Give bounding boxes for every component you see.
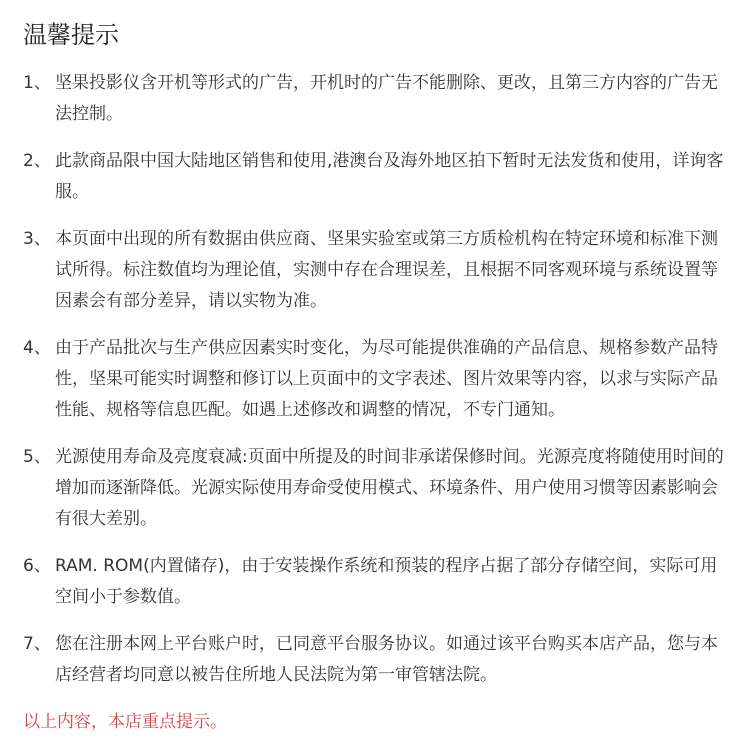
list-item (23, 224, 730, 317)
list-item-text: 坚果投影仪含开机等形式的广告，开机时的广告不能删除、更改，且第三方内容的广告无法控制。 (55, 73, 718, 124)
list-item-number: 3、 (23, 229, 51, 249)
list-item (23, 442, 730, 535)
list-item-text: 此款商品限中国大陆地区销售和使用,港澳台及海外地区拍下暂时无法发货和使用，详询客服。 (55, 151, 724, 202)
list-item (23, 333, 730, 426)
list-item (23, 146, 730, 208)
list-item-number: 7、 (23, 634, 51, 654)
list-item (23, 68, 730, 130)
list-item (23, 551, 730, 613)
notice-list (23, 68, 730, 691)
list-item-text: RAM. ROM(内置储存)，由于安装操作系统和预装的程序占据了部分存储空间，实际可用空间小于参数值。 (55, 556, 718, 607)
list-item-number: 2、 (23, 151, 51, 171)
page-title: 温馨提示 (23, 21, 119, 49)
list-item-number: 4、 (23, 338, 51, 358)
list-item-text: 光源使用寿命及亮度衰减:页面中所提及的时间非承诺保修时间。光源亮度将随使用时间的增加而逐渐降低。光源实际使用寿命受使用模式、环境条件、用户使用习惯等因素影响会有很大差别。 (55, 447, 724, 529)
list-item-number: 1、 (23, 73, 51, 93)
list-item-number: 6、 (23, 556, 51, 576)
emphasis-note: 以上内容，本店重点提示。 (23, 712, 227, 732)
list-item-text: 您在注册本网上平台账户时，已同意平台服务协议。如通过该平台购买本店产品，您与本店经营者均同意以被告住所地人民法院为第一审管辖法院。 (55, 634, 718, 685)
list-item (23, 629, 730, 691)
list-item-text: 由于产品批次与生产供应因素实时变化，为尽可能提供准确的产品信息、规格参数产品特性，坚果可能实时调整和修订以上页面中的文字表述、图片效果等内容，以求与实际产品性能、规格等信息匹配。如遇上述修改和调整的情况，不专门通知。 (55, 338, 718, 420)
list-item-number: 5、 (23, 447, 51, 467)
list-item-text: 本页面中出现的所有数据由供应商、坚果实验室或第三方质检机构在特定环境和标准下测试所得。标注数值均为理论值，实测中存在合理误差，且根据不同客观环境与系统设置等因素会有部分差异，请以实物为准。 (55, 229, 718, 311)
